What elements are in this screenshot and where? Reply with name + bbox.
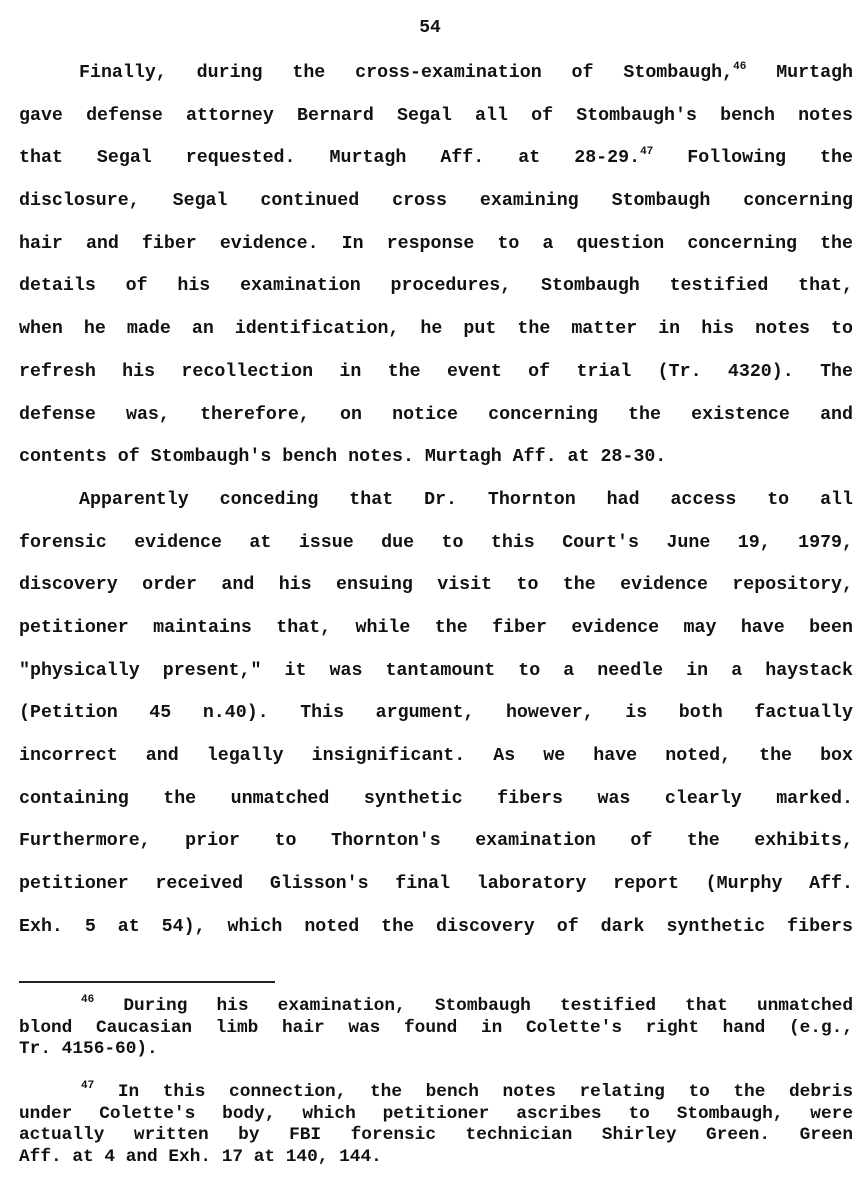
text-line: Apparently conceding that Dr. Thornton had access to all: [79, 489, 853, 510]
text-line: contents of Stombaugh's bench notes. Murtagh Aff. at 28-30.: [19, 447, 667, 468]
footnote-line: $^{46}$ During his examination, Stombaugh testified that unmatched: [81, 994, 854, 1016]
text-line: Exh. 5 at 54), which noted the discovery of dark synthetic fibers: [19, 916, 853, 937]
footnote-47: [19, 1082, 853, 1168]
text-line: gave defense attorney Bernard Segal all of Stombaugh's bench notes: [19, 105, 853, 126]
paragraph-2: [19, 479, 853, 949]
text-line: containing the unmatched synthetic fibers was clearly marked.: [19, 788, 853, 809]
text-line: disclosure, Segal continued cross examining Stombaugh concerning: [19, 191, 853, 212]
footnote-line: blond Caucasian limb hair was found in Colette's right hand (e.g.,: [19, 1017, 853, 1038]
footnote-line: Tr. 4156-60).: [19, 1039, 158, 1059]
text-line: petitioner received Glisson's final laboratory report (Murphy Aff.: [19, 874, 853, 895]
paragraph-1: [19, 52, 853, 479]
footnote-ref-47: 47: [640, 146, 654, 159]
footnote-divider: [19, 981, 275, 983]
body-text: [19, 52, 853, 948]
text-line: Finally, during the cross-examination of Stombaugh,$^{46}$ Murtagh: [79, 61, 853, 83]
footnote-line: $^{47}$ In this connection, the bench notes relating to the debris: [81, 1080, 854, 1102]
page-number: 54: [419, 18, 441, 38]
text-line: incorrect and legally insignificant. As we have noted, the box: [19, 746, 853, 766]
footnote-line: under Colette's body, which petitioner ascribes to Stombaugh, were: [19, 1103, 853, 1124]
text-line: discovery order and his ensuing visit to the evidence repository,: [19, 575, 853, 596]
footnote-46: [19, 996, 853, 1061]
footnote-line: actually written by FBI forensic technician Shirley Green. Green: [19, 1125, 853, 1145]
text-line: defense was, therefore, on notice concerning the existence and: [19, 404, 853, 425]
text-line: "physically present," it was tantamount to a needle in a haystack: [19, 660, 853, 681]
text-line: hair and fiber evidence. In response to a question concerning the: [19, 233, 853, 254]
text-line: when he made an identification, he put the matter in his notes to: [19, 319, 853, 340]
footnote-line: Aff. at 4 and Exh. 17 at 140, 144.: [19, 1146, 382, 1167]
text-line: forensic evidence at issue due to this Court's June 19, 1979,: [19, 532, 853, 553]
footnote-marker: 46: [81, 994, 95, 1006]
text-line: (Petition 45 n.40). This argument, however, is both factually: [19, 703, 853, 724]
text-line: petitioner maintains that, while the fiber evidence may have been: [19, 617, 853, 638]
footnote-marker: 47: [81, 1080, 95, 1092]
footnote-ref-46: 46: [733, 61, 747, 73]
text-line: details of his examination procedures, Stombaugh testified that,: [19, 276, 853, 297]
text-line: refresh his recollection in the event of trial (Tr. 4320). The: [19, 361, 853, 382]
text-line: Furthermore, prior to Thornton's examination of the exhibits,: [19, 831, 853, 852]
text-line: that Segal requested. Murtagh Aff. at 28-29.47 Following the: [19, 146, 853, 169]
